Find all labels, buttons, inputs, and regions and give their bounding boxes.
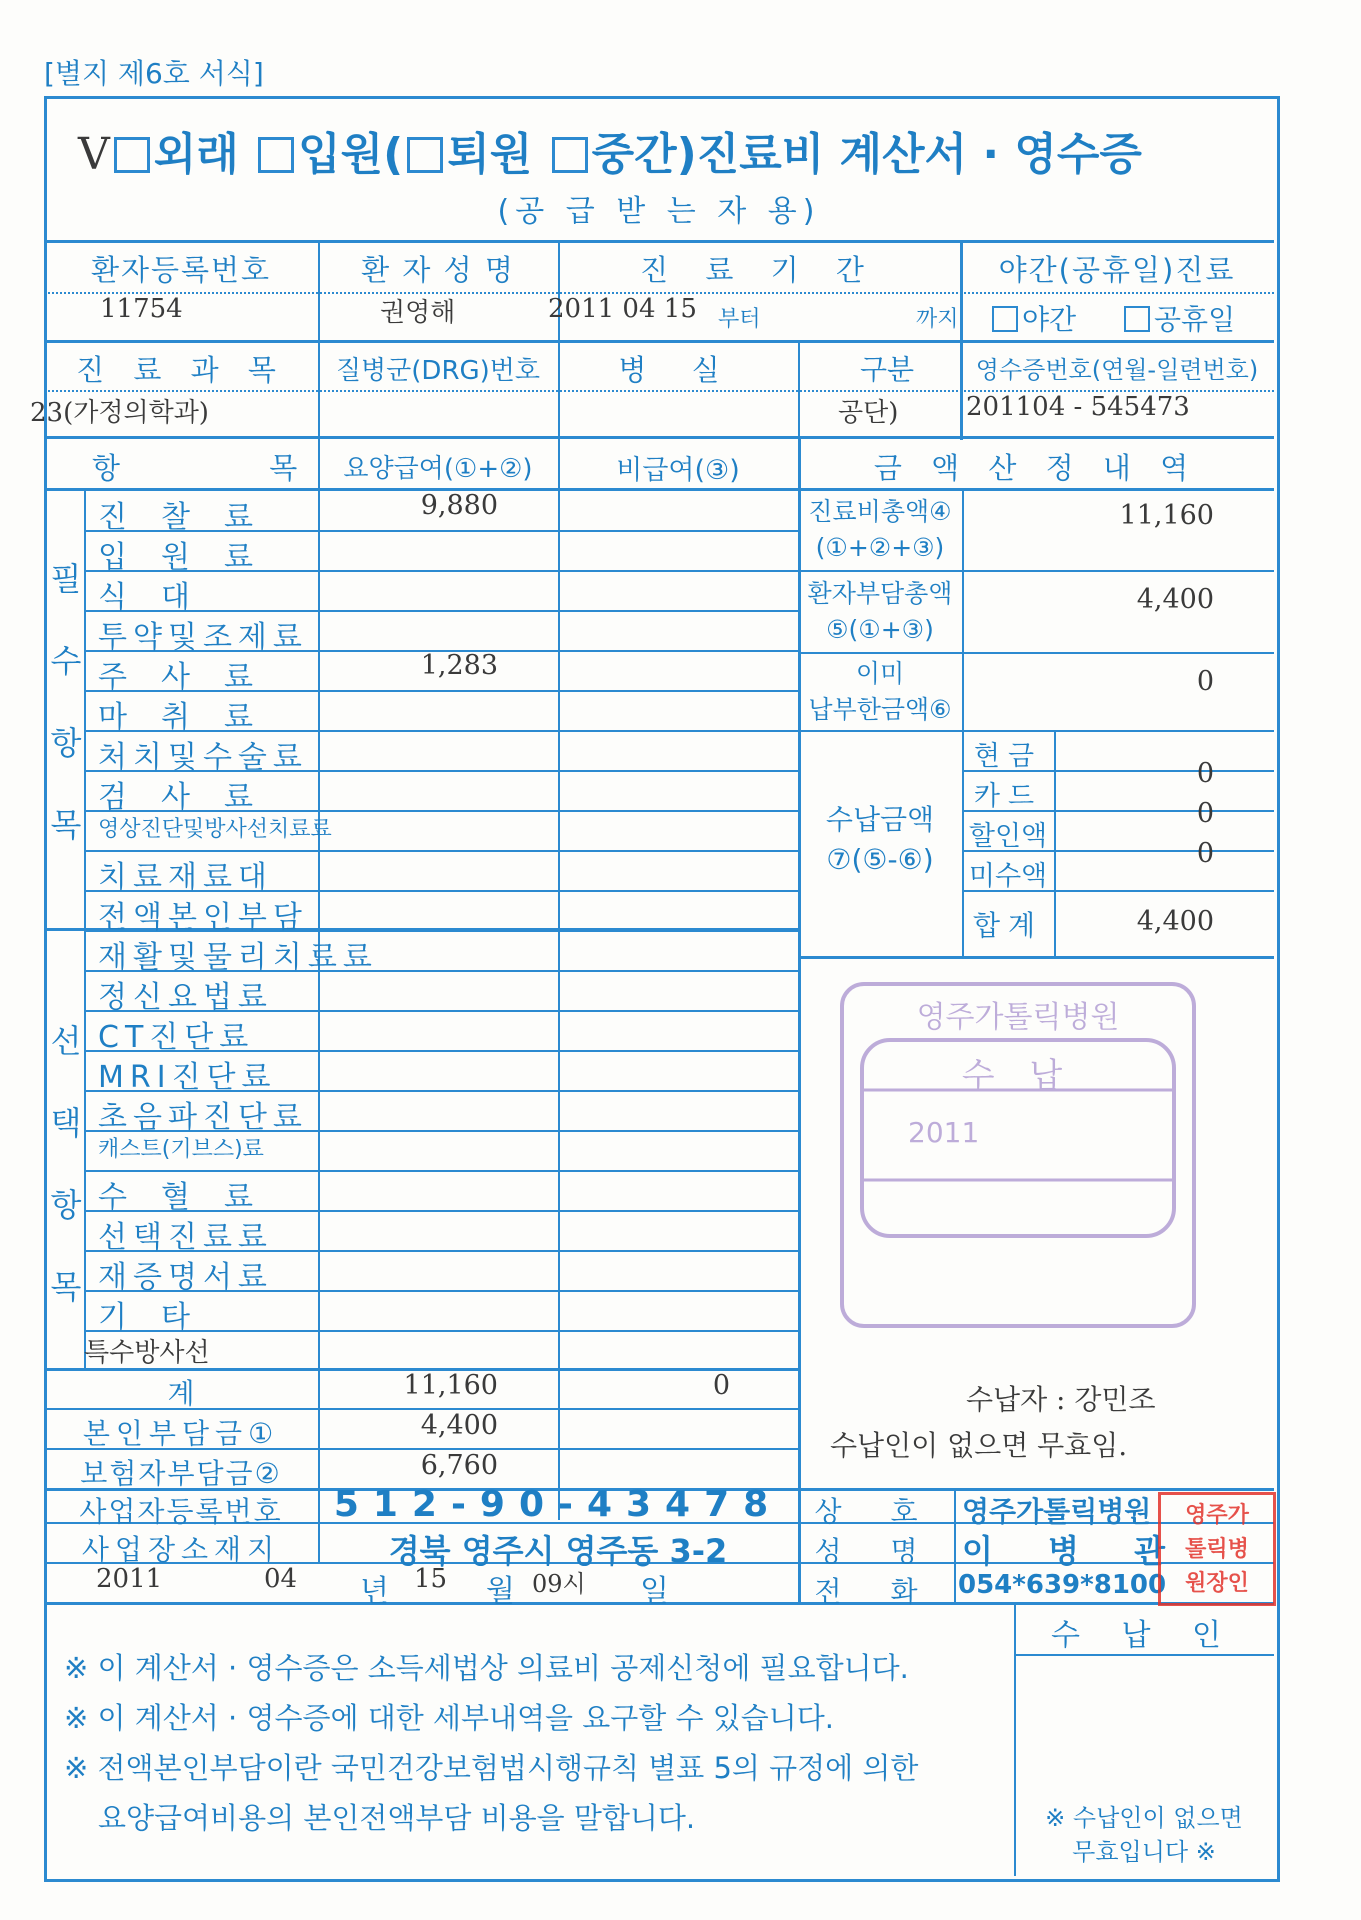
calc-column-header: 금 액 산 정 내 역 bbox=[873, 451, 1199, 485]
total-label: 계 bbox=[167, 1377, 195, 1410]
required-item-label: 입원료 bbox=[98, 540, 287, 575]
payment-stamp bbox=[838, 980, 1198, 1330]
form-title bbox=[78, 118, 1142, 182]
form-subtitle: (공 급 받 는 자 용) bbox=[497, 194, 821, 229]
stamp-hospital-text: 영주가톨릭병원 bbox=[916, 1000, 1120, 1035]
interim-checkbox[interactable] bbox=[552, 137, 588, 173]
form-reference: [별지 제6호 서식] bbox=[44, 57, 264, 90]
patient-type-label: 구분 bbox=[860, 353, 915, 386]
optional-group-label: 선 택 항 목 bbox=[50, 1022, 82, 1306]
date-month-label: 월 bbox=[486, 1574, 515, 1609]
period-to-suffix: 까지 bbox=[916, 307, 959, 332]
optional-item-label: MRI진단료 bbox=[98, 1060, 277, 1095]
unpaid-value: 0 bbox=[1196, 838, 1214, 869]
sum-label: 합계 bbox=[972, 909, 1044, 942]
night-option: 야간 bbox=[992, 298, 1076, 338]
representative-name: 이 병 관 bbox=[962, 1532, 1188, 1570]
cash-label: 현금 bbox=[973, 741, 1043, 772]
inpatient-checkbox[interactable] bbox=[258, 137, 294, 173]
patient-share-label: 본인부담금① bbox=[82, 1417, 280, 1450]
receiver-note: 수납인이 없으면 무효임. bbox=[830, 1429, 1128, 1462]
required-item-covered: 1,283 bbox=[420, 650, 498, 681]
patient-name-value: 권영해 bbox=[380, 298, 456, 328]
period-from-suffix: 부터 bbox=[718, 307, 761, 332]
required-item-label: 마취료 bbox=[98, 700, 287, 735]
optional-item-label: 선택진료료 bbox=[98, 1220, 273, 1255]
optional-item-label: 정신요법료 bbox=[98, 980, 273, 1015]
representative-label: 성 명 bbox=[814, 1535, 938, 1568]
total-fee-label: 진료비총액④ (①+②+③) bbox=[808, 497, 952, 562]
business-address: 경북 영주시 영주동 3-2 bbox=[388, 1532, 728, 1570]
date-time: 09시 bbox=[532, 1570, 586, 1598]
date-day-label: 일 bbox=[640, 1574, 669, 1609]
discount-label: 할인액 bbox=[968, 821, 1048, 852]
patient-share-amount: 4,400 bbox=[420, 1410, 498, 1441]
night-checkbox[interactable] bbox=[992, 306, 1018, 332]
required-item-label: 식대 bbox=[98, 580, 224, 615]
date-year: 2011 bbox=[96, 1564, 163, 1594]
receiver-box-title: 수 납 인 bbox=[1050, 1618, 1237, 1653]
receiver-name: 수납자 : 강민조 bbox=[966, 1383, 1156, 1416]
extra-item-label: 특수방사선 bbox=[84, 1338, 210, 1368]
discharge-checkbox[interactable] bbox=[407, 137, 443, 173]
required-item-label: 치료재료대 bbox=[98, 860, 273, 895]
business-address-label: 사업장소재지 bbox=[81, 1533, 281, 1566]
dept-value: 23(가정의학과) bbox=[30, 398, 209, 428]
company-label: 상 호 bbox=[814, 1495, 938, 1528]
interim-label: 중간)진료비 계산서 · 영수증 bbox=[591, 129, 1142, 180]
item-column-header: 항 목 bbox=[92, 451, 368, 485]
required-item-label: 영상진단및방사선치료료 bbox=[98, 817, 332, 842]
drg-label: 질병군(DRG)번호 bbox=[335, 356, 541, 386]
outpatient-label: 외래 bbox=[153, 129, 239, 180]
holiday-option: 공휴일 bbox=[1124, 298, 1235, 338]
hospital-seal: 영주가 톨릭병 원장인 bbox=[1158, 1492, 1276, 1606]
note-line-4: 요양급여비용의 본인전액부담 비용을 말합니다. bbox=[98, 1801, 696, 1835]
required-item-label: 투약및조제료 bbox=[98, 620, 308, 655]
required-item-covered: 9,880 bbox=[420, 490, 498, 521]
unpaid-label: 미수액 bbox=[968, 861, 1048, 892]
reg-no-label: 환자등록번호 bbox=[90, 253, 272, 287]
inpatient-label: 입원( bbox=[298, 129, 404, 180]
optional-item-label: 재활및물리치료료 bbox=[98, 940, 378, 975]
insurer-share-label: 보험자부담금② bbox=[80, 1457, 282, 1490]
date-day: 15 bbox=[414, 1564, 448, 1594]
required-group-label: 필 수 항 목 bbox=[50, 560, 82, 844]
optional-item-label: 수혈료 bbox=[98, 1180, 287, 1215]
optional-item-label: 캐스트(기브스)료 bbox=[98, 1137, 264, 1162]
optional-item-label: CT진단료 bbox=[98, 1020, 255, 1055]
paid-amount-label: 수납금액 ⑦(⑤-⑥) bbox=[825, 803, 935, 876]
required-item-label: 검사료 bbox=[98, 780, 287, 815]
patient-total-value: 4,400 bbox=[1136, 584, 1214, 615]
sum-value: 4,400 bbox=[1136, 906, 1214, 937]
patient-name-label: 환 자 성 명 bbox=[361, 253, 515, 287]
total-noncovered: 0 bbox=[712, 1370, 730, 1401]
total-covered: 11,160 bbox=[403, 1370, 498, 1401]
receipt-no-label: 영수증번호(연월-일련번호) bbox=[975, 356, 1259, 384]
required-item-label: 전액본인부담 bbox=[98, 900, 308, 935]
card-value: 0 bbox=[1196, 758, 1214, 789]
card-label: 카드 bbox=[973, 781, 1043, 812]
receiver-box-note-1: ※ 수납인이 없으면 bbox=[1045, 1804, 1243, 1832]
prepaid-label: 이미 납부한금액⑥ bbox=[808, 659, 952, 724]
check-mark: V bbox=[78, 129, 110, 180]
prepaid-value: 0 bbox=[1196, 666, 1214, 697]
phone-label: 전 화 bbox=[814, 1575, 938, 1608]
outpatient-checkbox[interactable] bbox=[114, 137, 150, 173]
stamp-date: 2011 bbox=[908, 1116, 980, 1149]
note-line-1: ※ 이 계산서 · 영수증은 소득세법상 의료비 공제신청에 필요합니다. bbox=[64, 1651, 909, 1685]
noncovered-column-header: 비급여(③) bbox=[616, 455, 740, 486]
note-line-3: ※ 전액본인부담이란 국민건강보험법시행규칙 별표 5의 규정에 의한 bbox=[64, 1751, 919, 1785]
required-item-label: 주사료 bbox=[98, 660, 287, 695]
patient-total-label: 환자부담총액 ⑤(①+③) bbox=[807, 579, 953, 644]
total-fee-value: 11,160 bbox=[1119, 500, 1214, 531]
insurer-share-amount: 6,760 bbox=[420, 1450, 498, 1481]
optional-item-label: 재증명서료 bbox=[98, 1260, 273, 1295]
discharge-label: 퇴원 bbox=[447, 129, 533, 180]
patient-type-value: 공단) bbox=[838, 398, 899, 428]
business-reg-label: 사업자등록번호 bbox=[79, 1495, 283, 1528]
note-line-2: ※ 이 계산서 · 영수증에 대한 세부내역을 요구할 수 있습니다. bbox=[64, 1701, 835, 1735]
night-label: 야간(공휴일)진료 bbox=[998, 253, 1236, 287]
phone-number: 054*639*8100 bbox=[958, 1570, 1167, 1600]
period-from: 2011 04 15 bbox=[548, 294, 697, 324]
reg-no-value: 11754 bbox=[100, 294, 183, 324]
receiver-box-note-2: 무효입니다 ※ bbox=[1072, 1838, 1216, 1866]
required-item-label: 진찰료 bbox=[98, 500, 287, 535]
optional-item-label: 기타 bbox=[98, 1300, 224, 1335]
period-label: 진 료 기 간 bbox=[640, 253, 878, 287]
discount-value: 0 bbox=[1196, 798, 1214, 829]
stamp-label: 수 납 bbox=[961, 1056, 1075, 1096]
room-label: 병 실 bbox=[618, 353, 738, 387]
business-reg-no: 512-90-43478 bbox=[333, 1484, 783, 1525]
date-year-label: 년 bbox=[360, 1574, 389, 1609]
date-month: 04 bbox=[264, 1564, 298, 1594]
optional-item-label: 초음파진단료 bbox=[98, 1100, 308, 1135]
required-item-label: 처치및수술료 bbox=[98, 740, 308, 775]
holiday-checkbox[interactable] bbox=[1124, 306, 1150, 332]
receipt-no-value: 201104 - 545473 bbox=[966, 392, 1190, 422]
covered-column-header: 요양급여(①+②) bbox=[343, 454, 533, 484]
dept-label: 진 료 과 목 bbox=[76, 353, 286, 387]
company-name: 영주가톨릭병원 bbox=[962, 1495, 1152, 1528]
